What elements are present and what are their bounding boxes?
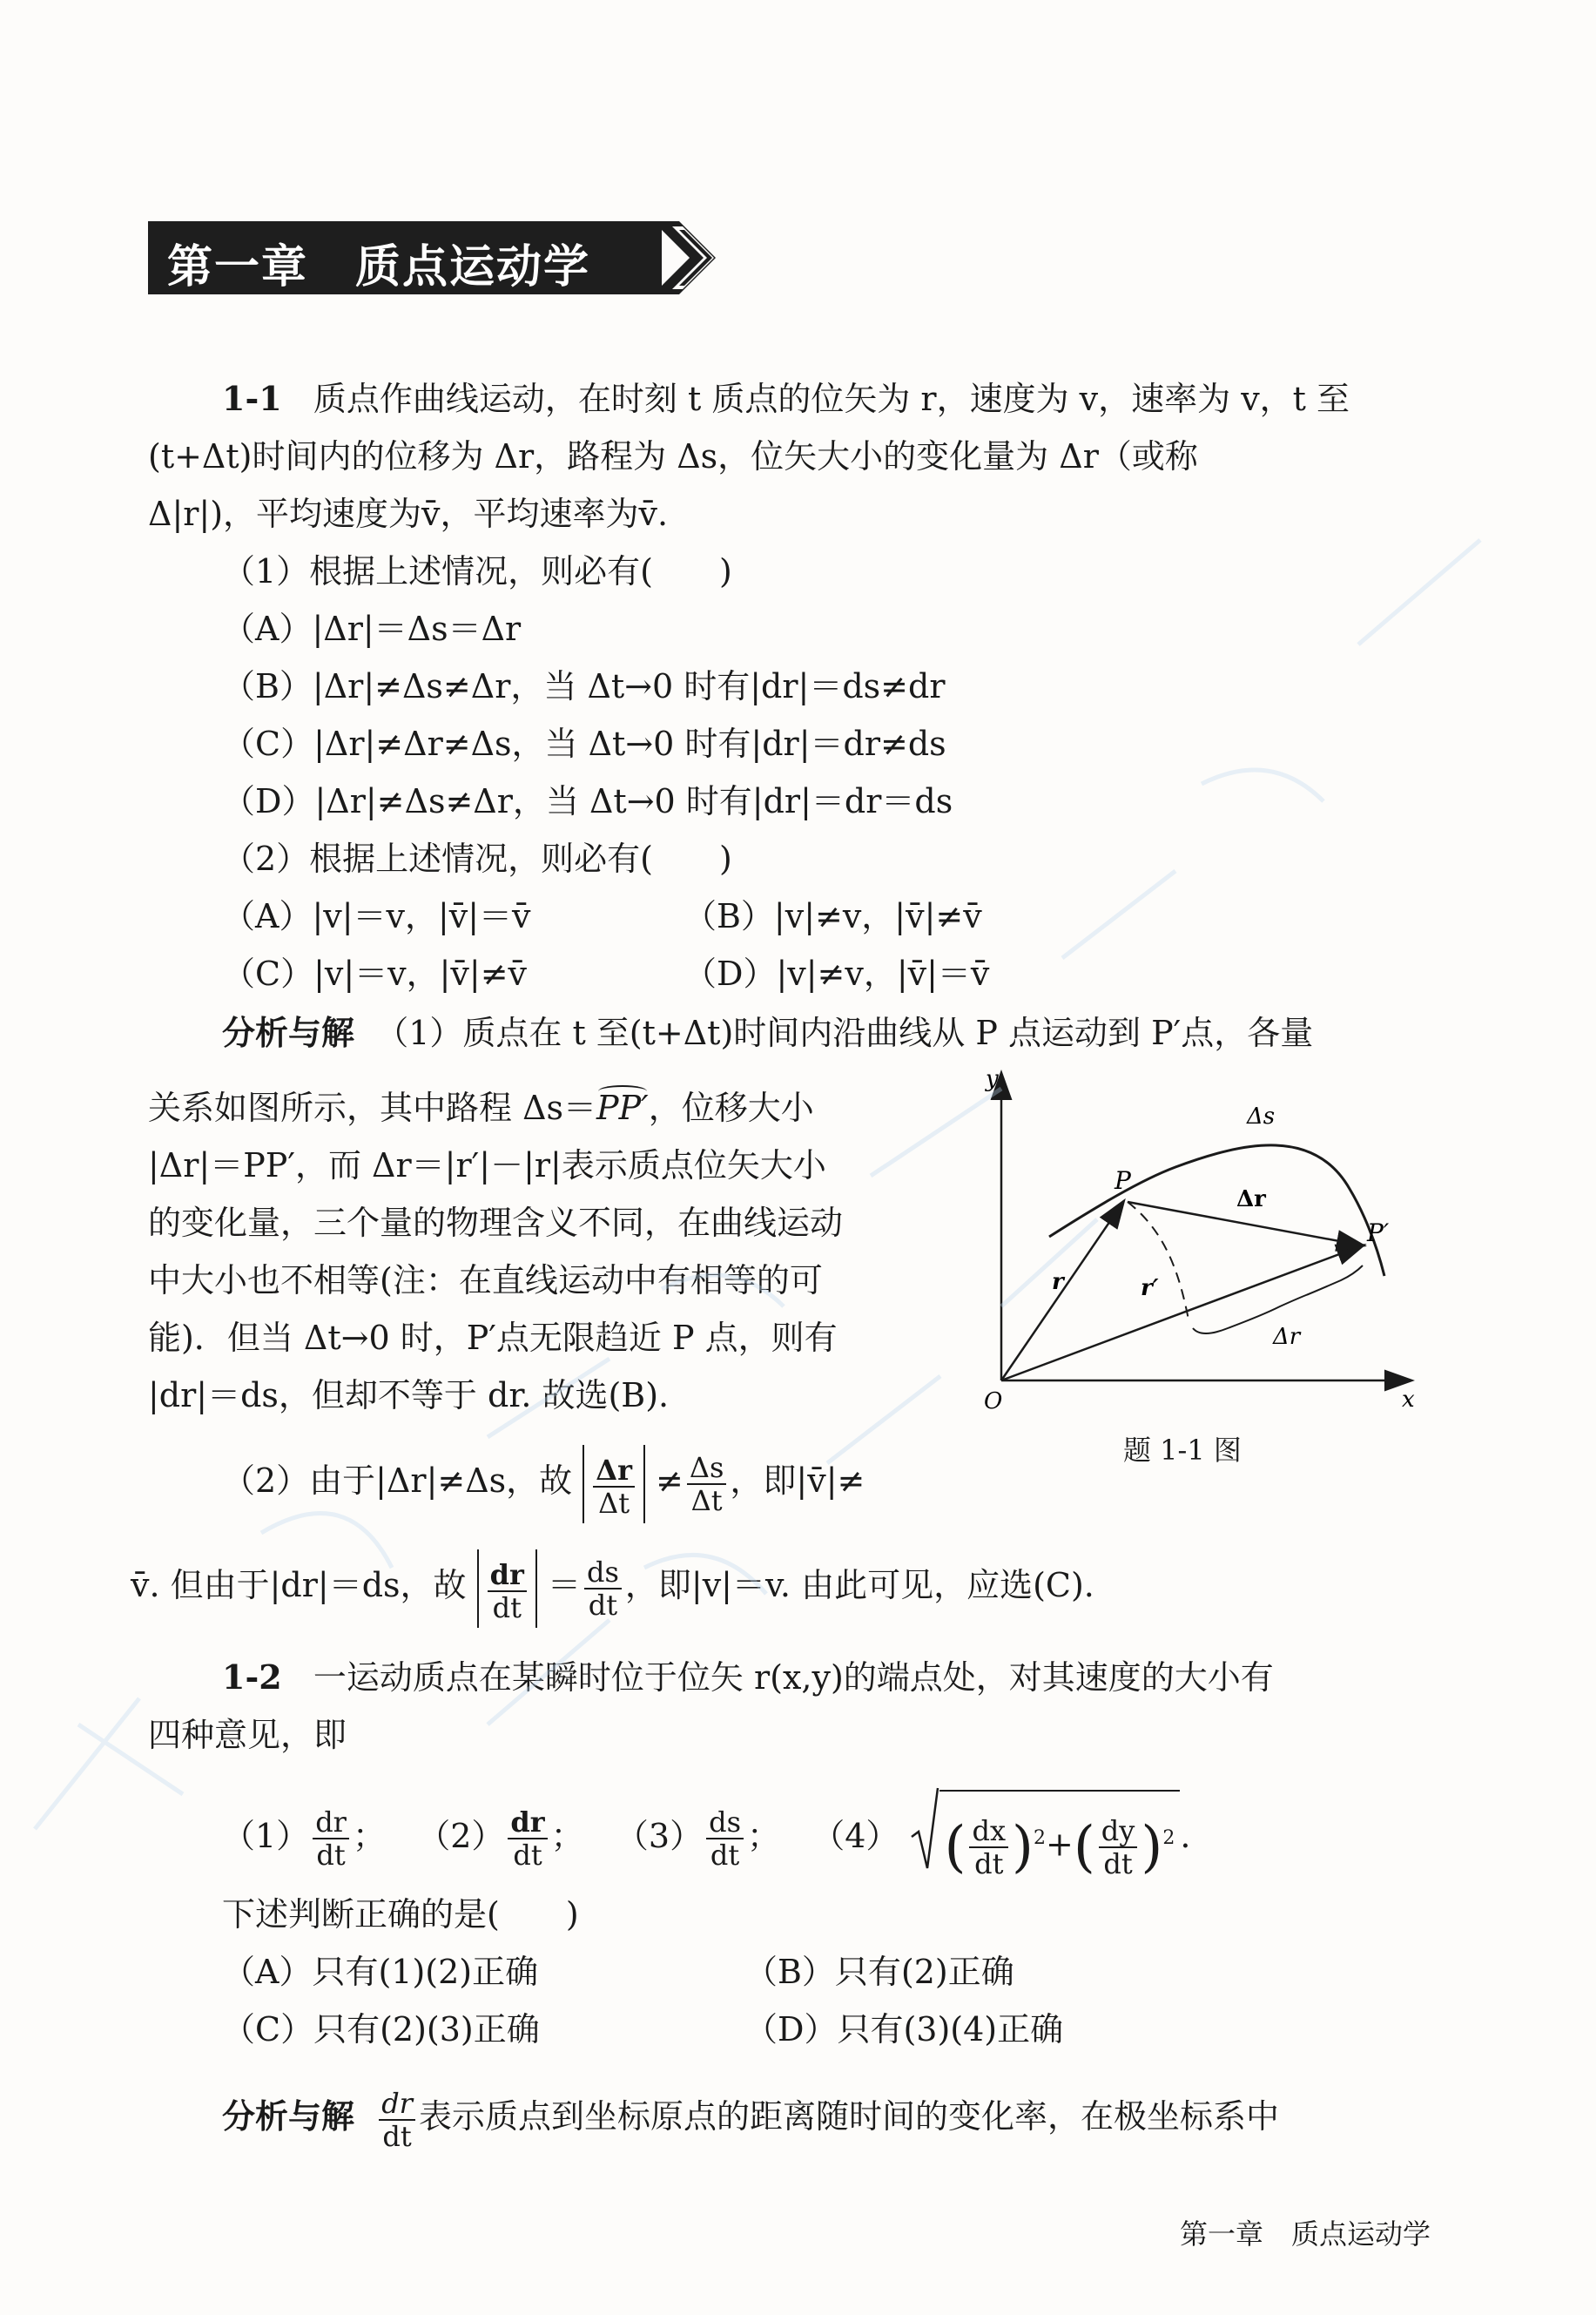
denominator: dt (974, 1847, 1004, 1881)
fraction-dr-dt (593, 1454, 635, 1519)
fraction-ds-dt (687, 1452, 727, 1516)
solution-1-2-line-1 (222, 2077, 1279, 2156)
label-x: x (1402, 1387, 1415, 1413)
solution-text: 表示质点到坐标原点的距离随时间的变化率，在极坐标系中 (418, 2097, 1279, 2136)
chapter-title: 第一章 质点运动学 (167, 241, 591, 294)
denominator: dt (513, 1839, 542, 1873)
option-label: （1） (222, 1816, 310, 1855)
numerator: dr (488, 1559, 527, 1592)
chevron-right-icon (653, 221, 723, 294)
fraction-dr-dt (488, 1559, 527, 1623)
option-label: （3） (615, 1816, 704, 1855)
denominator: Δt (598, 1487, 630, 1520)
option-d: （D）只有(3)(4)正确 (744, 2010, 1064, 2048)
vector-r-prime (1001, 1245, 1363, 1380)
problem-number: 1-2 (222, 1657, 282, 1697)
exponent: 2 (1162, 1827, 1175, 1849)
fraction (313, 1806, 349, 1871)
label-ds: Δs (1247, 1104, 1276, 1130)
problem-text: 质点作曲线运动，在时刻 t 质点的位矢为 r，速度为 v，速率为 v，t 至 (313, 380, 1350, 418)
fraction (1099, 1815, 1138, 1880)
numerator: Δs (687, 1452, 727, 1485)
abs-fraction (583, 1445, 645, 1523)
solution-text: 关系如图所示，其中路程 Δs＝ (148, 1089, 597, 1127)
numerator: dr (508, 1806, 547, 1839)
solution-text: ，即|v|＝v. 由此可见，应选(C). (624, 1566, 1094, 1604)
solution-1-1-line-4: 的变化量，三个量的物理含义不同，在曲线运动 (148, 1204, 844, 1242)
solution-label: 分析与解 (222, 2097, 355, 2136)
solution-1-1-line-3: |Δr|＝PP′，而 Δr＝|r′|－|r|表示质点位矢大小 (148, 1146, 826, 1184)
numerator: dr (379, 2088, 415, 2121)
label-delta-r-vector: Δr (1236, 1186, 1266, 1212)
numerator: ds (706, 1806, 744, 1839)
numerator: dy (1099, 1815, 1138, 1848)
option-label: （2） (417, 1816, 505, 1855)
label-y: y (986, 1067, 999, 1092)
option-b: （B）|Δr|≠Δs≠Δr，当 Δt→0 时有|dr|＝ds≠dr (222, 667, 946, 705)
denominator: dt (492, 1591, 522, 1624)
figure-caption: 题 1-1 图 (1123, 1434, 1242, 1467)
label-origin: O (984, 1388, 1003, 1414)
abs-fraction (477, 1549, 537, 1628)
solution-1-1-line-6: 能)．但当 Δt→0 时，P′点无限趋近 P 点，则有 (148, 1319, 838, 1357)
denominator: dt (1103, 1847, 1133, 1881)
problem-1-1-line-3: Δ|r|)，平均速度为v̄，平均速率为v̄. (148, 495, 669, 533)
exponent: 2 (1033, 1827, 1046, 1849)
sqrt-expression (910, 1790, 1181, 1888)
option-c: （C）只有(2)(3)正确 (222, 2010, 540, 2048)
solution-text: v̄. 但由于|dr|＝ds，故 (131, 1566, 467, 1604)
problem-number: 1-1 (222, 379, 282, 418)
problem-1-2-line-2: 四种意见，即 (148, 1716, 347, 1754)
denominator: dt (382, 2119, 412, 2153)
numerator: Δr (593, 1454, 635, 1488)
numerator: ds (584, 1556, 622, 1589)
option-b2: （B）|v|≠v，|v̄|≠v̄ (684, 897, 982, 935)
solution-1-1-line-7: |dr|＝ds，但却不等于 dr. 故选(B). (148, 1376, 670, 1414)
option-d: （D）|Δr|≠Δs≠Δr，当 Δt→0 时有|dr|＝dr＝ds (222, 782, 953, 820)
solution-label: 分析与解 (222, 1014, 355, 1052)
dashed-arc (1128, 1202, 1189, 1319)
option-label: （4） (811, 1816, 899, 1855)
numerator: dr (313, 1806, 349, 1839)
denominator: Δt (690, 1483, 723, 1517)
denominator: dt (316, 1839, 346, 1873)
problem-text: 一运动质点在某瞬时位于位矢 r(x,y)的端点处，对其速度的大小有 (313, 1658, 1274, 1697)
solution-1-1-line-9: v̄. 但由于|dr|＝ds，故 $\frac{dr}{dt}$ ＝ $\frac{ds}{dt}$ ，即|v|＝v. 由此可见，应选(C). (131, 1546, 1094, 1628)
question-1: （1）根据上述情况，则必有( ) (222, 552, 732, 591)
sqrt-body: ( $\frac{dx}{dt}$ )$^2$+( $\frac{dy}{dt}$ )$^2$ (939, 1790, 1181, 1888)
sqrt-icon (910, 1785, 939, 1872)
option-a: （A）|Δr|＝Δs＝Δr (222, 610, 522, 648)
denominator: dt (588, 1588, 618, 1622)
solution-1-1-line-5: 中大小也不相等(注：在直线运动中有相等的可 (148, 1261, 823, 1299)
fraction-dr-dt (379, 2088, 415, 2152)
solution-text: ，位移大小 (648, 1089, 814, 1127)
label-p-prime: P′ (1367, 1218, 1390, 1247)
problem-1-1-line-2: (t+Δt)时间内的位移为 Δr，路程为 Δs，位矢大小的变化量为 Δr（或称 (148, 437, 1198, 476)
option-c2: （C）|v|＝v，|v̄|≠v̄ (222, 955, 527, 993)
option-d2: （D）|v|≠v，|v̄|＝v̄ (684, 955, 990, 993)
fraction-ds-dt (584, 1556, 622, 1621)
solution-text: （1）质点在 t 至(t+Δt)时间内沿曲线从 P 点运动到 P′点，各量 (375, 1014, 1314, 1052)
label-r: r (1052, 1269, 1064, 1295)
figure-1-1 (966, 1067, 1419, 1415)
problem-1-2-question: 下述判断正确的是( ) (222, 1895, 579, 1934)
problem-1-2-line-1 (222, 1657, 1274, 1698)
solution-1-1-line-2 (148, 1087, 814, 1129)
fraction (508, 1806, 547, 1871)
arc-pp: PP′ (596, 1089, 649, 1127)
solution-text: （2）由于|Δr|≠Δs，故 (222, 1461, 573, 1500)
solution-1-1-line-8: （2）由于|Δr|≠Δs，故 $\frac{\Delta r}{\Delta t}$ ≠ $\frac{\Delta s}{\Delta t}$ ，即|v̄|≠ (222, 1441, 865, 1523)
question-2: （2）根据上述情况，则必有( ) (222, 840, 732, 878)
chapter-header (148, 221, 723, 294)
page-footer: 第一章 质点运动学 (1180, 2217, 1431, 2251)
option-a2: （A）|v|＝v，|v̄|＝v̄ (222, 897, 531, 935)
problem-1-2-options-formula: （1） $\frac{dr}{dt}$ ； （2） $\frac{dr}{dt}$ ； （3） $\frac{ds}{dt}$ ； （4） ( $\frac{dx}{dt}$ )$^2$+( $\frac{dy}{dt}$ )$^2$ . (222, 1790, 1190, 1888)
denominator: dt (710, 1839, 740, 1873)
label-delta-r: Δr (1273, 1324, 1301, 1350)
option-b: （B）只有(2)正确 (744, 1953, 1014, 1991)
solution-text: ，即|v̄|≠ (730, 1461, 865, 1500)
fraction (969, 1815, 1008, 1880)
option-a: （A）只有(1)(2)正确 (222, 1953, 539, 1991)
solution-1-1-line-1 (222, 1012, 1313, 1054)
label-r-prime: r′ (1141, 1275, 1159, 1301)
label-p: P (1115, 1166, 1131, 1195)
problem-1-1-line-1 (222, 378, 1350, 420)
numerator: dx (969, 1815, 1008, 1848)
fraction (706, 1806, 744, 1871)
option-c: （C）|Δr|≠Δr≠Δs，当 Δt→0 时有|dr|＝dr≠ds (222, 725, 946, 763)
